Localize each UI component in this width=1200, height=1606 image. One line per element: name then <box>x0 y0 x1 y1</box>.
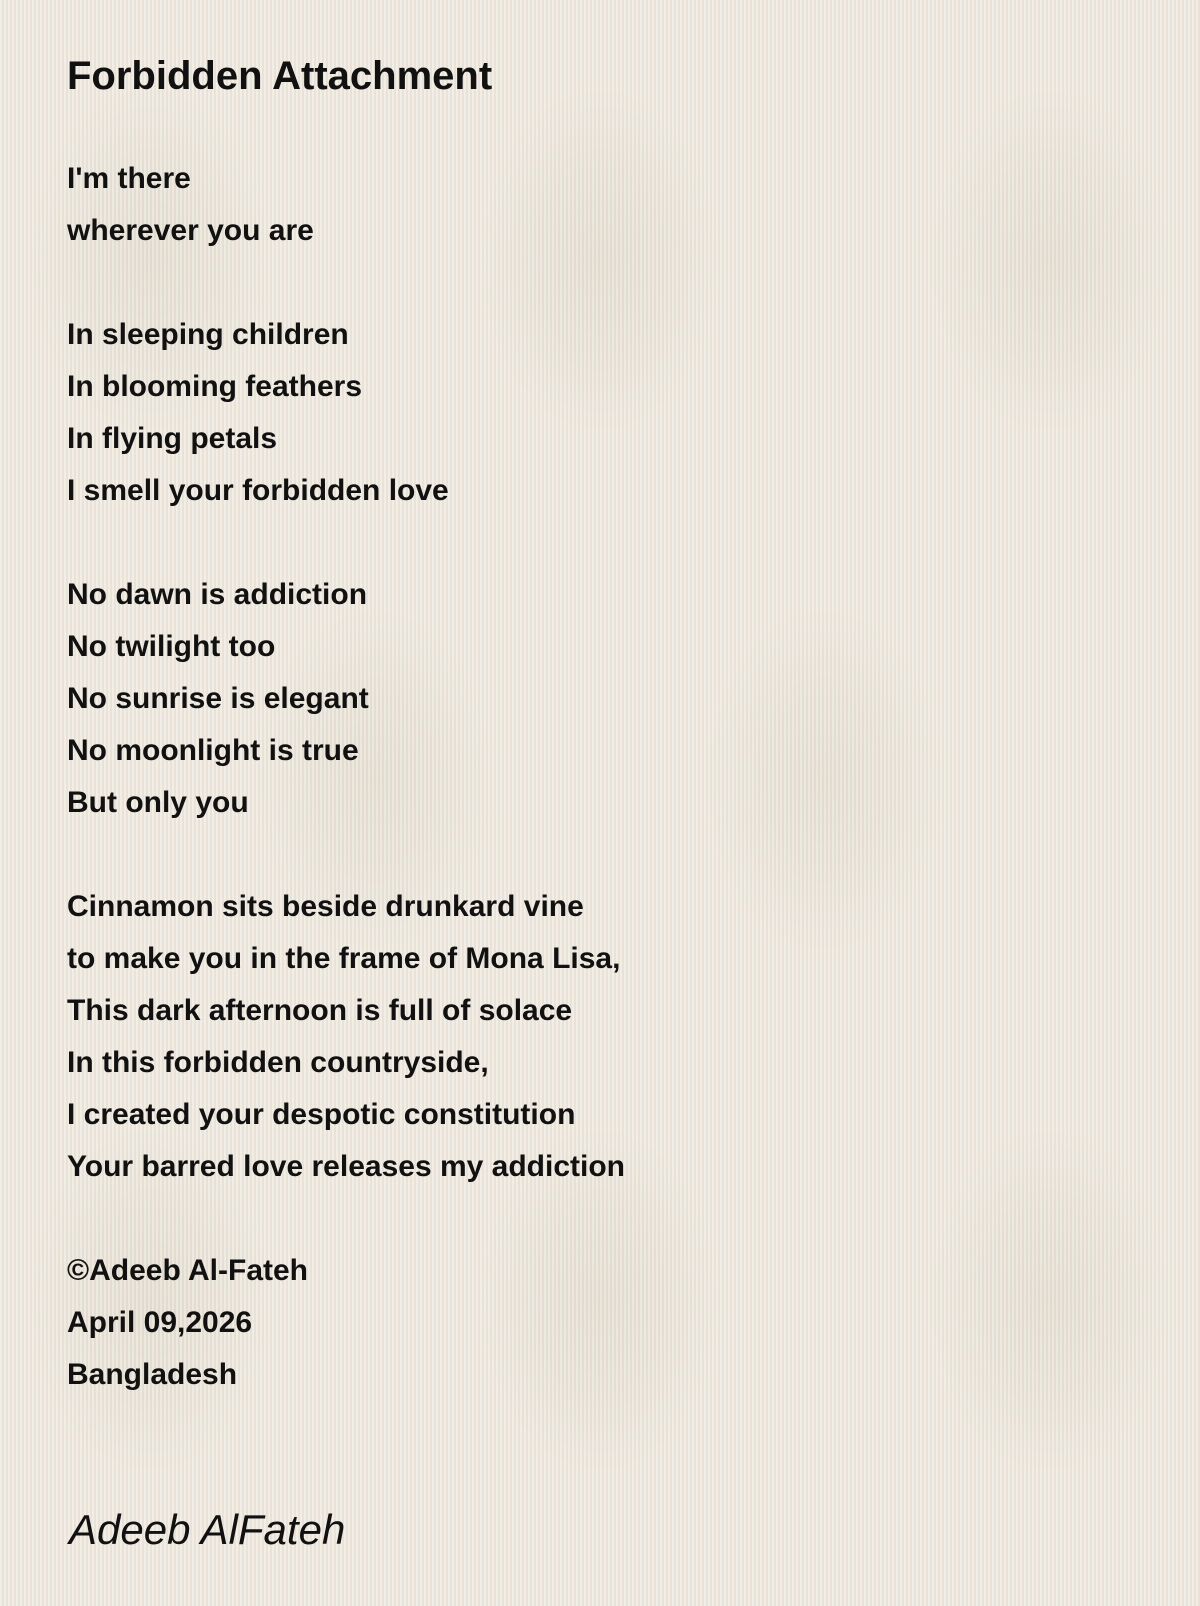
poem-line: This dark afternoon is full of solace <box>67 994 573 1027</box>
date-line: April 09,2026 <box>67 1306 253 1339</box>
stanza-break <box>67 1193 1067 1245</box>
location-line: Bangladesh <box>67 1358 238 1391</box>
stanza-break <box>67 257 1067 309</box>
poem-line: No twilight too <box>67 630 276 663</box>
stanza-break <box>67 517 1067 569</box>
poem-line: I'm there <box>67 162 191 195</box>
poem-line: In sleeping children <box>67 318 349 351</box>
poem-body <box>67 153 1067 1401</box>
poem-line: But only you <box>67 786 249 819</box>
poem-line: I created your despotic constitution <box>67 1098 576 1131</box>
poem-line: In blooming feathers <box>67 370 363 403</box>
poem-line: wherever you are <box>67 214 314 247</box>
poem-line: No moonlight is true <box>67 734 359 767</box>
poem-line: In this forbidden countryside, <box>67 1046 489 1079</box>
poem-line: In flying petals <box>67 422 278 455</box>
poem-line: Cinnamon sits beside drunkard vine <box>67 890 584 923</box>
poem-line: No sunrise is elegant <box>67 682 369 715</box>
copyright-line: ©Adeeb Al-Fateh <box>67 1254 309 1287</box>
author-signature: Adeeb AlFateh <box>69 1506 346 1553</box>
poem-title: Forbidden Attachment <box>67 54 493 98</box>
poem-line: to make you in the frame of Mona Lisa, <box>67 942 621 975</box>
stanza-break <box>67 829 1067 881</box>
poem-line: No dawn is addiction <box>67 578 368 611</box>
poem-line: Your barred love releases my addiction <box>67 1150 625 1183</box>
poem-line: I smell your forbidden love <box>67 474 449 507</box>
